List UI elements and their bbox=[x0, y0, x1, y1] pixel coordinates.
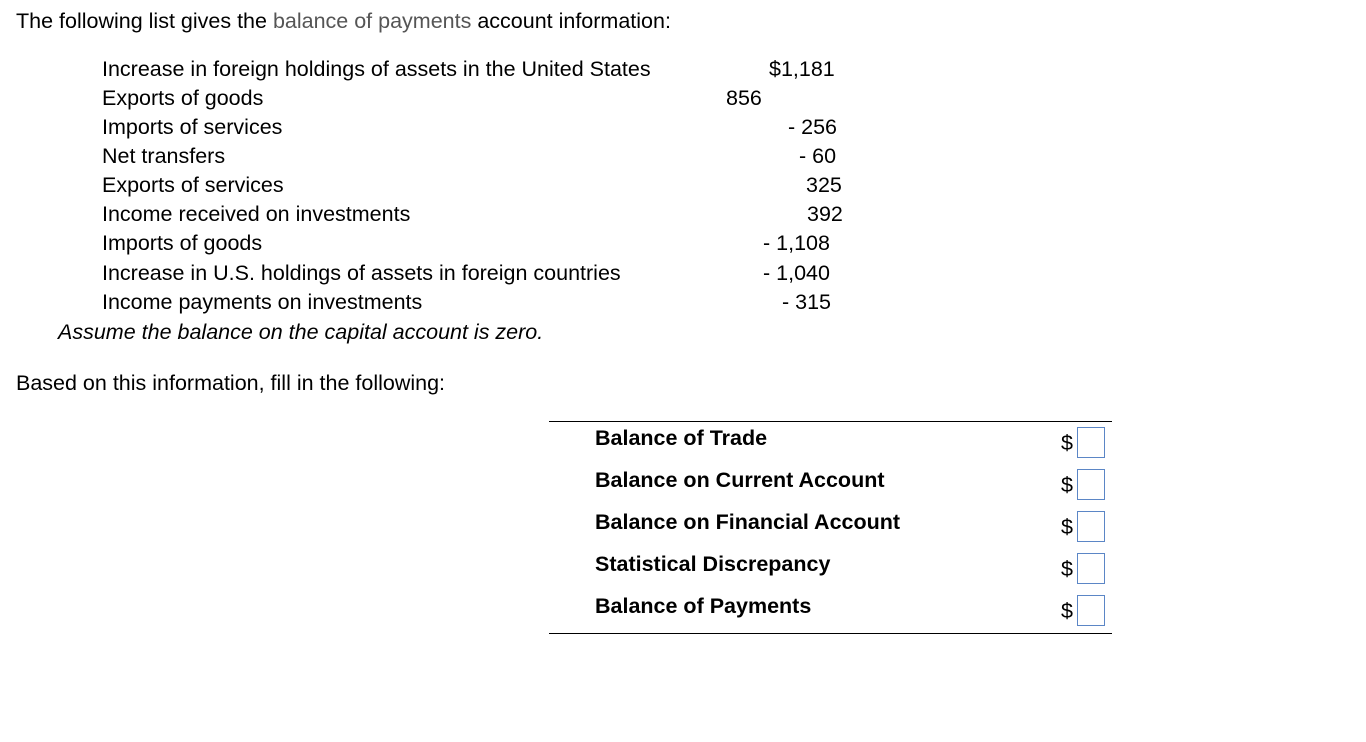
item-value: 325 bbox=[806, 173, 842, 197]
item-label: Exports of goods bbox=[102, 86, 264, 110]
answer-table bbox=[549, 421, 1112, 634]
answer-row-balance-of-payments bbox=[549, 591, 1112, 633]
dollar-sign: $ bbox=[1061, 599, 1073, 623]
list-item-imports-goods bbox=[0, 229, 900, 258]
item-label: Exports of services bbox=[102, 173, 284, 197]
item-value: - 315 bbox=[782, 290, 832, 314]
list-item-imports-services bbox=[0, 113, 900, 142]
balance-of-payments-input[interactable] bbox=[1077, 595, 1105, 626]
list-item-net-transfers bbox=[0, 142, 900, 171]
intro-text bbox=[16, 7, 671, 35]
intro-before: The following list gives the bbox=[16, 9, 273, 33]
item-label: Imports of services bbox=[102, 115, 283, 139]
item-label: Imports of goods bbox=[102, 231, 263, 255]
balance-of-trade-input[interactable] bbox=[1077, 427, 1105, 458]
item-value: - 1,108 bbox=[763, 231, 830, 255]
list-item-exports-services bbox=[0, 171, 900, 200]
dollar-sign: $ bbox=[1061, 515, 1073, 539]
dollar-sign: $ bbox=[1061, 473, 1073, 497]
item-value: 392 bbox=[807, 202, 843, 226]
balance-of-payments-term-link[interactable]: balance of payments bbox=[272, 9, 472, 33]
fill-in-prompt: Based on this information, fill in the following: bbox=[16, 371, 446, 395]
list-item-income-payments bbox=[0, 288, 900, 317]
financial-account-input[interactable] bbox=[1077, 511, 1105, 542]
item-value: - 60 bbox=[799, 144, 837, 168]
intro-after: account information: bbox=[471, 9, 671, 33]
capital-account-assumption: Assume the balance on the capital account is zero. bbox=[58, 320, 544, 344]
answer-label: Balance of Trade bbox=[595, 426, 768, 450]
item-value: - 1,040 bbox=[763, 261, 830, 285]
list-item-exports-goods bbox=[0, 84, 900, 113]
list-item-us-holdings bbox=[0, 259, 900, 288]
answer-label: Balance on Current Account bbox=[595, 468, 885, 492]
item-value: - 256 bbox=[788, 115, 838, 139]
answer-row-financial-account bbox=[549, 507, 1112, 549]
answer-row-balance-of-trade bbox=[549, 423, 1112, 465]
dollar-sign: $ bbox=[1061, 557, 1073, 581]
answer-row-current-account bbox=[549, 465, 1112, 507]
answer-label: Balance on Financial Account bbox=[595, 510, 901, 534]
answer-label: Statistical Discrepancy bbox=[595, 552, 831, 576]
answer-label: Balance of Payments bbox=[595, 594, 812, 618]
list-item-foreign-holdings bbox=[0, 55, 900, 84]
item-label: Income payments on investments bbox=[102, 290, 423, 314]
item-label: Income received on investments bbox=[102, 202, 411, 226]
item-value: 856 bbox=[726, 86, 762, 110]
list-item-income-received bbox=[0, 200, 900, 229]
dollar-sign: $ bbox=[1061, 431, 1073, 455]
item-label: Net transfers bbox=[102, 144, 226, 168]
statistical-discrepancy-input[interactable] bbox=[1077, 553, 1105, 584]
item-label: Increase in U.S. holdings of assets in foreign countries bbox=[102, 261, 621, 285]
answer-row-statistical-discrepancy bbox=[549, 549, 1112, 591]
current-account-input[interactable] bbox=[1077, 469, 1105, 500]
item-value: $1,181 bbox=[769, 57, 835, 81]
item-label: Increase in foreign holdings of assets in the United States bbox=[102, 57, 651, 81]
